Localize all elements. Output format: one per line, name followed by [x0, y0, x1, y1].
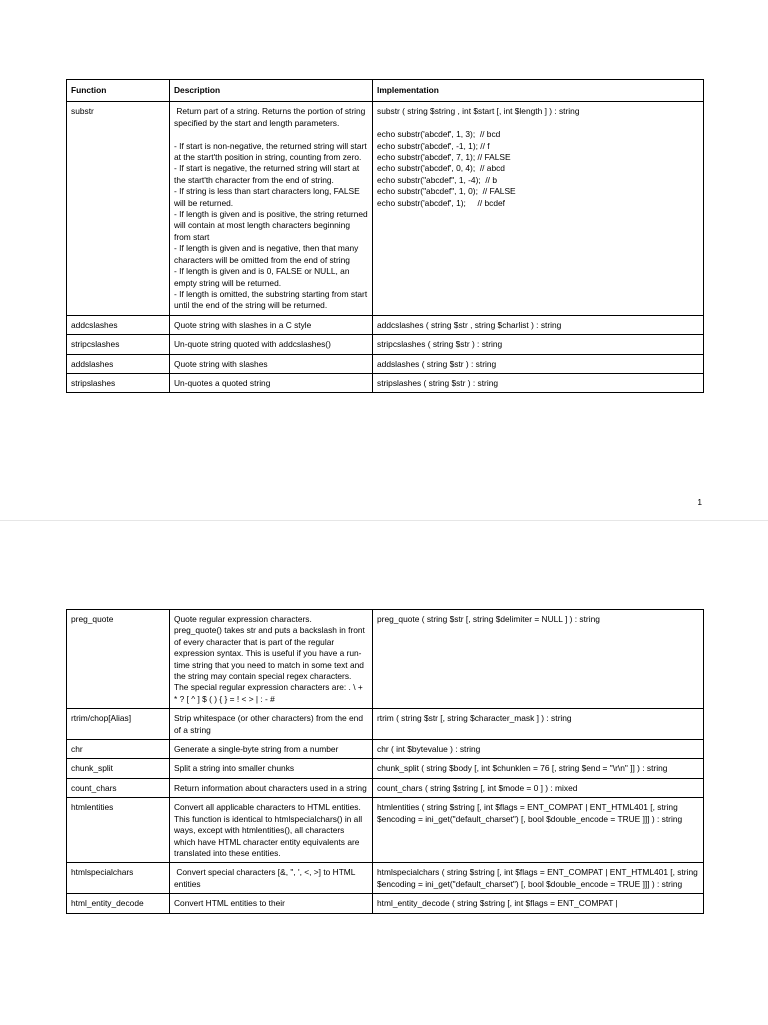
implementation-cell: addcslashes ( string $str , string $charlist ) : string — [373, 315, 704, 334]
implementation-cell: chunk_split ( string $body [, int $chunklen = 76 [, string $end = "\r\n" ]] ) : string — [373, 759, 704, 778]
function-name-cell: addcslashes — [67, 315, 170, 334]
description-cell: Un-quotes a quoted string — [170, 373, 373, 392]
function-name-cell: preg_quote — [67, 610, 170, 709]
implementation-cell: addslashes ( string $str ) : string — [373, 354, 704, 373]
table-row — [67, 354, 704, 373]
function-name-cell: stripslashes — [67, 373, 170, 392]
string-functions-table — [66, 79, 704, 393]
function-name-cell: count_chars — [67, 778, 170, 797]
table-row — [67, 740, 704, 759]
table-row — [67, 315, 704, 334]
description-cell: Convert all applicable characters to HTML entities. This function is identical to htmlspecialchars() in all ways, except with htmlentities(), all characters which have HTML character entity equivalents are translated into these entities. — [170, 798, 373, 863]
table-row — [67, 759, 704, 778]
description-cell: Un-quote string quoted with addcslashes() — [170, 335, 373, 354]
description-cell: Return part of a string. Returns the portion of string specified by the start and length parameters. - If start is non-negative, the returned string will start at the start'th position in string, counting from zero. - If start is negative, the returned string will start at the start'th character from the end of string. - If string is less than start characters long, FALSE will be returned. - If length is given and is positive, the string returned will contain at most length characters beginning from start - If length is given and is negative, then that many characters will be omitted from the end of string - If length is given and is 0, FALSE or NULL, an empty string will be returned. - If length is omitted, the substring starting from start until the end of the string will be returned. — [170, 102, 373, 315]
header-function: Function — [67, 80, 170, 102]
function-name-cell: rtrim/chop[Alias] — [67, 709, 170, 740]
implementation-cell: htmlentities ( string $string [, int $flags = ENT_COMPAT | ENT_HTML401 [, string $encoding = ini_get("default_charset") [, bool $double_encode = TRUE ]]] ) : string — [373, 798, 704, 863]
table-row — [67, 778, 704, 797]
description-cell: Split a string into smaller chunks — [170, 759, 373, 778]
table-row — [67, 610, 704, 709]
table-row — [67, 709, 704, 740]
function-name-cell: chr — [67, 740, 170, 759]
implementation-cell: html_entity_decode ( string $string [, int $flags = ENT_COMPAT | — [373, 894, 704, 913]
description-cell: Quote string with slashes — [170, 354, 373, 373]
implementation-cell: rtrim ( string $str [, string $character_mask ] ) : string — [373, 709, 704, 740]
header-description: Description — [170, 80, 373, 102]
string-functions-table-continued — [66, 609, 704, 914]
function-name-cell: substr — [67, 102, 170, 315]
table-row — [67, 335, 704, 354]
description-cell: Generate a single-byte string from a number — [170, 740, 373, 759]
function-name-cell: htmlspecialchars — [67, 863, 170, 894]
implementation-cell: count_chars ( string $string [, int $mode = 0 ] ) : mixed — [373, 778, 704, 797]
implementation-cell: htmlspecialchars ( string $string [, int $flags = ENT_COMPAT | ENT_HTML401 [, string $encoding = ini_get("default_charset") [, bool $double_encode = TRUE ]]] ) : string — [373, 863, 704, 894]
function-name-cell: stripcslashes — [67, 335, 170, 354]
table-row — [67, 102, 704, 315]
document-page-2 — [0, 520, 768, 1025]
implementation-cell: chr ( int $bytevalue ) : string — [373, 740, 704, 759]
table-row — [67, 798, 704, 863]
implementation-cell: preg_quote ( string $str [, string $delimiter = NULL ] ) : string — [373, 610, 704, 709]
table-row — [67, 863, 704, 894]
header-implementation: Implementation — [373, 80, 704, 102]
function-name-cell: addslashes — [67, 354, 170, 373]
function-name-cell: html_entity_decode — [67, 894, 170, 913]
description-cell: Quote string with slashes in a C style — [170, 315, 373, 334]
table-row — [67, 373, 704, 392]
table-row — [67, 894, 704, 913]
table-header-row — [67, 80, 704, 102]
function-name-cell: chunk_split — [67, 759, 170, 778]
implementation-cell: stripslashes ( string $str ) : string — [373, 373, 704, 392]
function-name-cell: htmlentities — [67, 798, 170, 863]
description-cell: Convert HTML entities to their — [170, 894, 373, 913]
description-cell: Quote regular expression characters. preg_quote() takes str and puts a backslash in front of every character that is part of the regular expression syntax. This is useful if you have a run-time string that you need to match in some text and the string may contain special regex characters. The special regular expression characters are: . \ + * ? [ ^ ] $ ( ) { } = ! < > | : - # — [170, 610, 373, 709]
description-cell: Convert special characters [&, ", ', <, >] to HTML entities — [170, 863, 373, 894]
implementation-cell: stripcslashes ( string $str ) : string — [373, 335, 704, 354]
description-cell: Strip whitespace (or other characters) from the end of a string — [170, 709, 373, 740]
description-cell: Return information about characters used in a string — [170, 778, 373, 797]
page-number: 1 — [697, 497, 702, 507]
implementation-cell: substr ( string $string , int $start [, int $length ] ) : string echo substr('abcdef', 1, 3); // bcd echo substr('abcdef', -1, 1); // f echo substr('abcdef', 7, 1); // FALSE echo substr('abcdef', 0, 4); // abcd echo substr("abcdef", 1, -4); // b echo substr("abcdef", 1, 0); // FALSE echo substr('abcdef', 1); // bcdef — [373, 102, 704, 315]
